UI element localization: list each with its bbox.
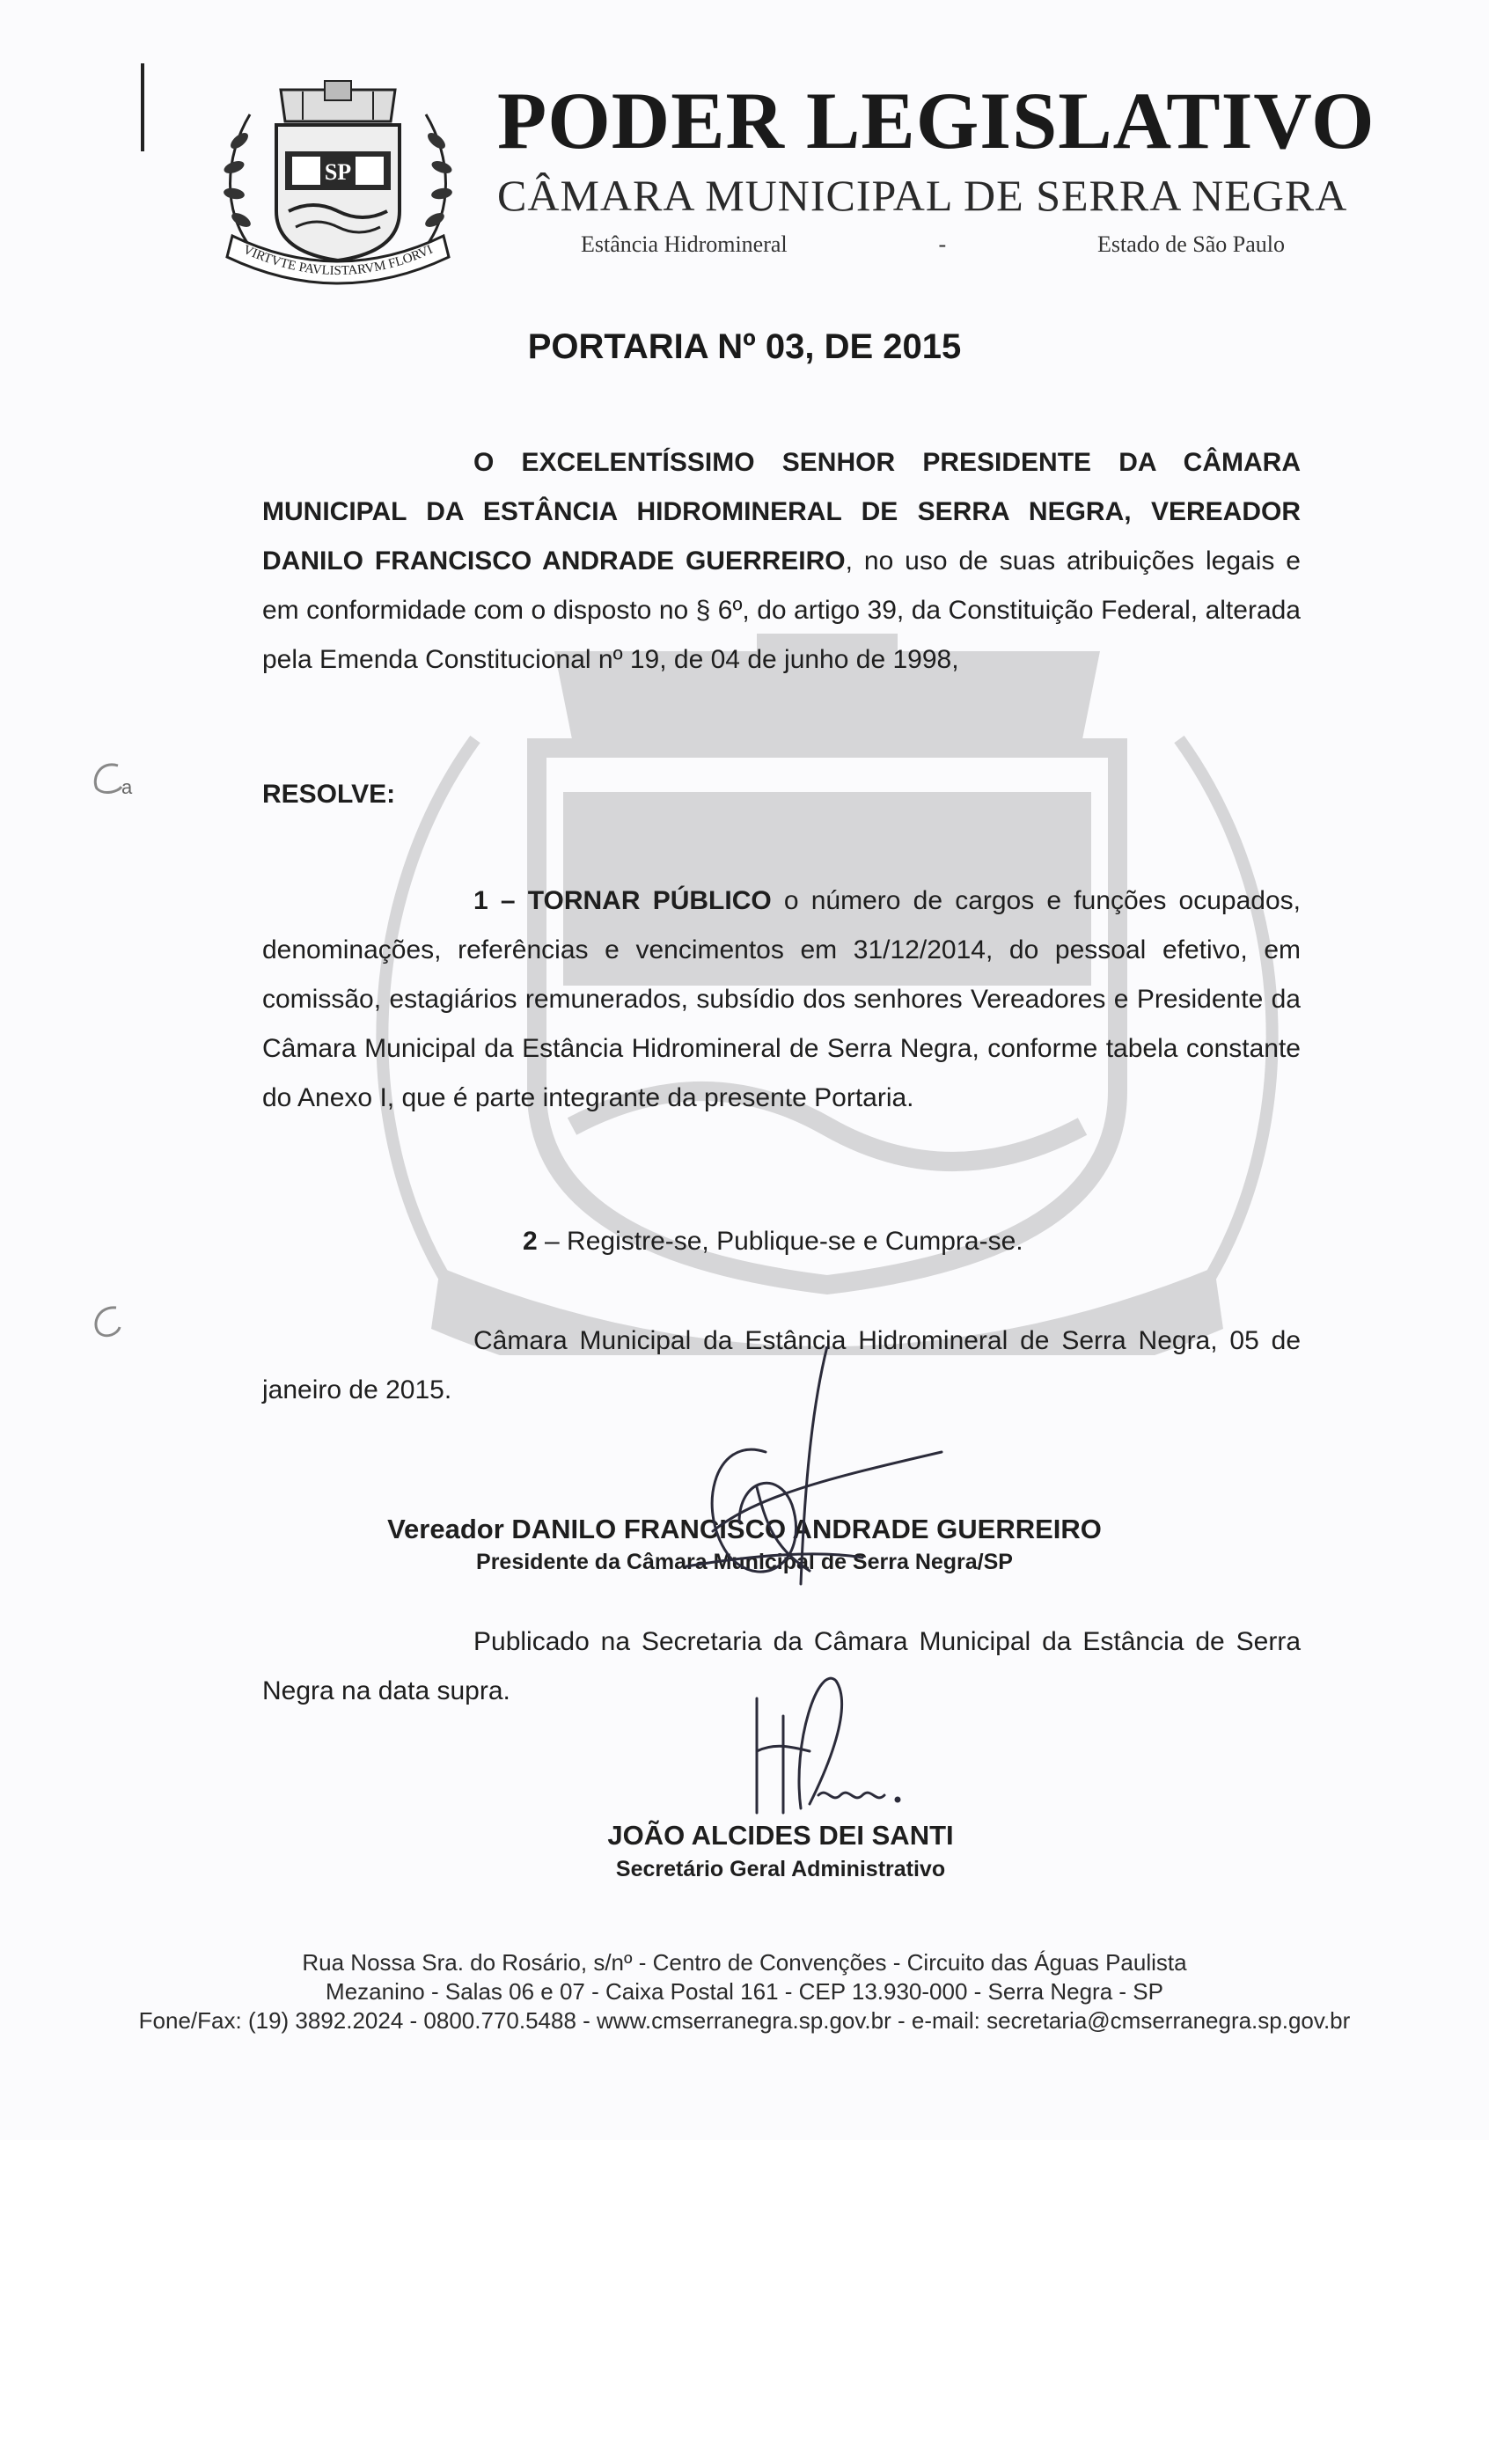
header-subtitle: CÂMARA MUNICIPAL DE SERRA NEGRA xyxy=(497,171,1348,220)
item-2-paragraph xyxy=(523,1217,1315,1266)
signatory-2-role: Secretário Geral Administrativo xyxy=(615,1857,946,1881)
footer-address: Rua Nossa Sra. do Rosário, s/nº - Centro de Convenções - Circuito das Águas Paulista xyxy=(302,1949,1187,1976)
svg-text:SP: SP xyxy=(324,159,352,185)
place-date: Câmara Municipal da Estância Hidromineral de Serra Negra, 05 de janeiro de 2015. xyxy=(262,1326,1301,1404)
document-title: PORTARIA Nº 03, DE 2015 xyxy=(527,327,962,366)
crest-motto: VIRTVTE PAVLISTARVM FLORVI xyxy=(240,242,436,279)
item-2-bold: 2 xyxy=(523,1227,538,1256)
intro-paragraph xyxy=(262,438,1301,685)
header-state: Estado de São Paulo xyxy=(1096,231,1285,257)
coat-of-arms-icon xyxy=(215,79,461,290)
header-locality: Estância Hidromineral xyxy=(581,231,788,257)
signatory-1-role: Presidente da Câmara Municipal de Serra Negra/SP xyxy=(476,1550,1013,1574)
intro-bold: O EXCELENTÍSSIMO SENHOR PRESIDENTE DA CÂMARA MUNICIPAL DA ESTÂNCIA HIDROMINERAL DE SERRA NEGRA, VEREADOR DANILO FRANCISCO ANDRADE GUERREIRO xyxy=(262,448,1301,576)
footer xyxy=(0,1948,1489,2035)
item-1-bold: 1 – TORNAR PÚBLICO xyxy=(473,886,772,915)
margin-mark xyxy=(141,63,144,151)
punch-hole-icon xyxy=(92,1304,123,1339)
item-2-text: – Registre-se, Publique-se e Cumpra-se. xyxy=(537,1227,1023,1256)
footer-contact: Fone/Fax: (19) 3892.2024 - 0800.770.5488 - www.cmserranegra.sp.gov.br - e-mail: secretaria@cmserranegra.sp.gov.br xyxy=(138,2007,1351,2034)
publication-note: Publicado na Secretaria da Câmara Municipal da Estância de Serra Negra na data supra. xyxy=(262,1627,1301,1705)
header-locality-line xyxy=(581,231,1285,258)
item-1-paragraph xyxy=(262,876,1301,1123)
footer-postal: Mezanino - Salas 06 e 07 - Caixa Postal 161 - CEP 13.930-000 - Serra Negra - SP xyxy=(326,1978,1163,2005)
punch-hole-icon xyxy=(92,760,123,796)
item-1-text: o número de cargos e funções ocupados, denominações, referências e vencimentos em 31/12/2014, do pessoal efetivo, em comissão, estagiários remunerados, subsídio dos senhores Vereadores e Presidente da Câmara Municipal da Estância Hidromineral de Serra Negra, conforme tabela constante do Anexo I, que é parte integrante da presente Portaria. xyxy=(262,886,1301,1112)
margin-note: a xyxy=(121,776,133,798)
signatory-2-name: JOÃO ALCIDES DEI SANTI xyxy=(607,1820,954,1851)
resolve-heading: RESOLVE: xyxy=(262,780,396,809)
signatory-1-name: Vereador DANILO FRANCISCO ANDRADE GUERREIRO xyxy=(387,1514,1102,1544)
intro-text: , no uso de suas atribuições legais e em conformidade com o disposto no § 6º, do artigo 39, da Constituição Federal, alterada pela Emenda Constitucional nº 19, de 04 de junho de 1998, xyxy=(262,546,1301,674)
header-separator: - xyxy=(938,231,947,257)
header-title: PODER LEGISLATIVO xyxy=(497,76,1375,165)
